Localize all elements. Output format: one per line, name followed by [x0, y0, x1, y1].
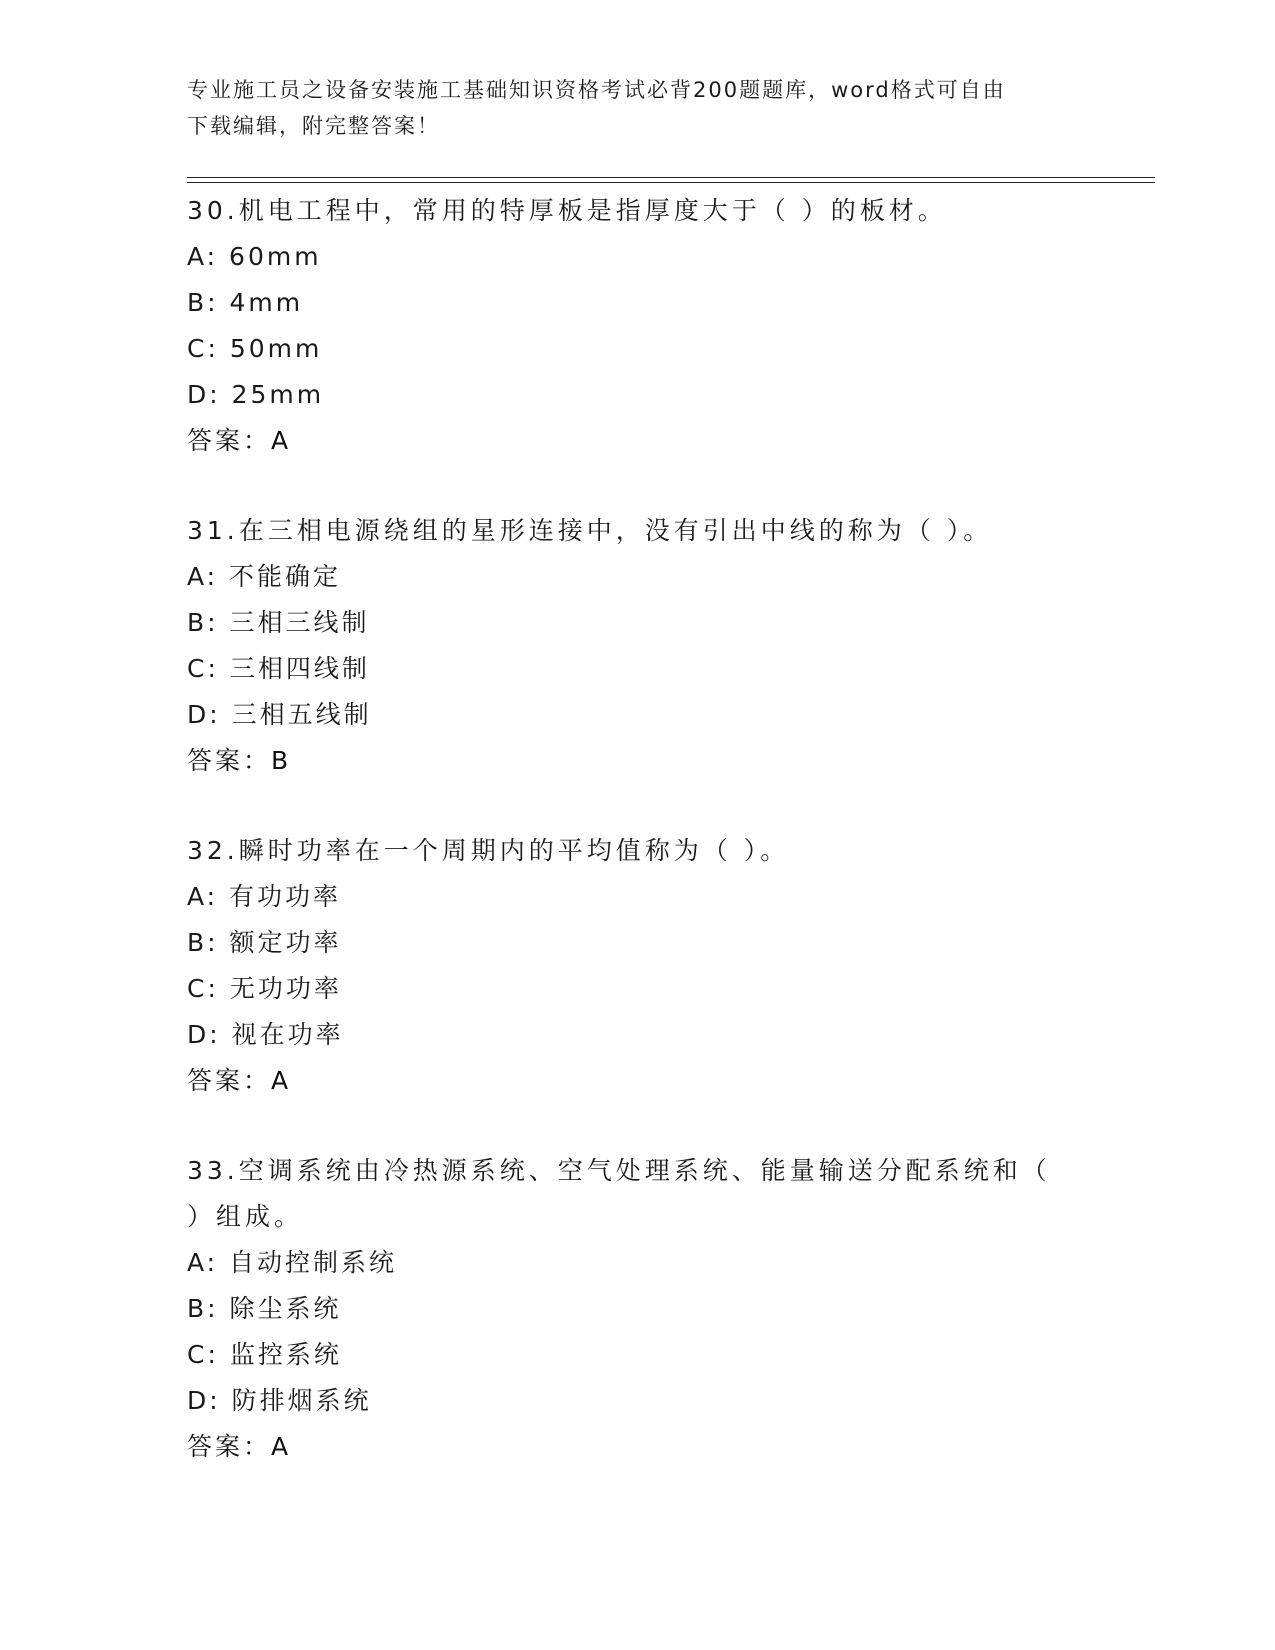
- header-line-2: 下载编辑，附完整答案！: [187, 114, 440, 138]
- option-c: C: 三相四线制: [187, 654, 370, 683]
- option-b: B: 4mm: [187, 288, 304, 317]
- header-line-1: 专业施工员之设备安装施工基础知识资格考试必背200题题库，word格式可自由: [187, 78, 1006, 102]
- header-divider-top: [187, 177, 1155, 178]
- option-c: C: 无功功率: [187, 974, 342, 1003]
- option-d: D: 25mm: [187, 380, 325, 409]
- question-32: [187, 828, 1087, 1104]
- question-30: [187, 188, 1087, 464]
- question-stem-continued: ）组成。: [187, 1202, 304, 1231]
- option-b: B: 三相三线制: [187, 608, 370, 637]
- option-c: C: 监控系统: [187, 1340, 342, 1369]
- option-a: A: 有功功率: [187, 882, 342, 911]
- option-a: A: 自动控制系统: [187, 1248, 398, 1277]
- header-divider-bottom: [187, 182, 1155, 183]
- document-header: [187, 72, 1067, 144]
- question-stem: 31.在三相电源绕组的星形连接中，没有引出中线的称为（ ）。: [187, 516, 993, 545]
- answer: 答案：B: [187, 746, 292, 775]
- option-d: D: 三相五线制: [187, 700, 372, 729]
- option-b: B: 除尘系统: [187, 1294, 342, 1323]
- question-31: [187, 508, 1087, 784]
- option-d: D: 防排烟系统: [187, 1386, 372, 1415]
- option-c: C: 50mm: [187, 334, 323, 363]
- question-stem: 30.机电工程中，常用的特厚板是指厚度大于（ ）的板材。: [187, 196, 947, 225]
- option-a: A: 60mm: [187, 242, 322, 271]
- question-stem: 32.瞬时功率在一个周期内的平均值称为（ ）。: [187, 836, 790, 865]
- question-33: [187, 1148, 1087, 1470]
- answer: 答案：A: [187, 1066, 292, 1095]
- option-d: D: 视在功率: [187, 1020, 344, 1049]
- answer: 答案：A: [187, 1432, 292, 1461]
- option-a: A: 不能确定: [187, 562, 342, 591]
- answer: 答案：A: [187, 426, 292, 455]
- question-stem: 33.空调系统由冷热源系统、空气处理系统、能量输送分配系统和（: [187, 1156, 1051, 1185]
- option-b: B: 额定功率: [187, 928, 342, 957]
